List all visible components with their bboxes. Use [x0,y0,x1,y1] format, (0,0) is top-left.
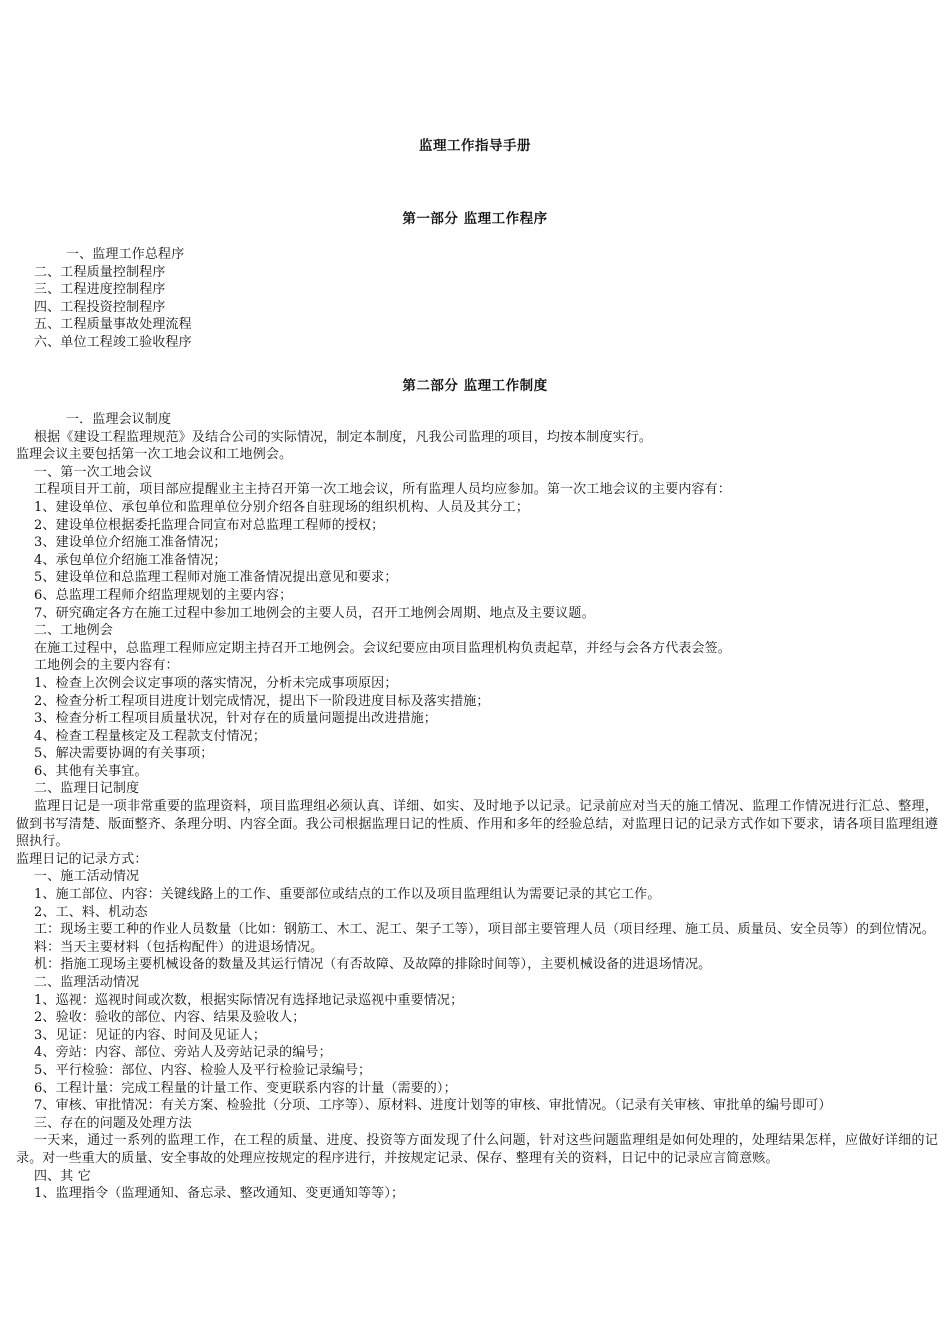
procedure-item: 二、工程质量控制程序 [34,264,166,280]
list-item: 1、监理指令（监理通知、备忘录、整改通知、变更通知等等）； [34,1186,405,1202]
list-item: 1、检查上次例会议定事项的落实情况，分析未完成事项原因； [34,675,398,691]
paragraph: 监理日记的记录方式： [16,851,148,867]
list-item: 4、检查工程量核定及工程款支付情况； [34,728,266,744]
section-heading: 二、监理日记制度 [34,781,140,797]
paragraph: 在施工过程中，总监理工程师应定期主持召开工地例会。会议纪要应由项目监理机构负责起草，并经与会各方代表会签。 [34,640,731,656]
list-item: 3、建设单位介绍施工准备情况； [34,535,227,551]
list-item: 6、工程计量：完成工程量的计量工作、变更联系内容的计量（需要的）； [34,1080,457,1096]
list-item: 3、检查分析工程项目质量状况，针对存在的质量问题提出改进措施； [34,711,437,727]
subsection-heading: 四、其 它 [34,1168,91,1184]
procedure-item: 一、监理工作总程序 [66,247,185,262]
subsection-heading: 一、第一次工地会议 [34,464,153,480]
paragraph: 料：当天主要材料（包括构配件）的进退场情况。 [34,939,324,955]
paragraph: 工程项目开工前，项目部应提醒业主主持召开第一次工地会议，所有监理人员均应参加。第一次工地会议的主要内容有： [34,482,731,498]
subsection-heading: 三、存在的问题及处理方法 [34,1115,192,1131]
subsection-heading: 二、工地例会 [34,623,113,639]
list-item: 1、巡视：巡视时间或次数，根据实际情况有选择地记录巡视中重要情况； [34,992,464,1008]
paragraph: 监理日记是一项非常重要的监理资料，项目监理组必须认真、详细、如实、及时地予以记录。记录前应对当天的施工情况、监理工作情况进行汇总、整理，做到书写清楚、版面整齐、条理分明、内容全面。我公司根据监理日记的性质、作用和多年的经验总结，对监理日记的记录方式作如下要求，请各项目监理组遵照执行。 [16,799,938,850]
part2-heading: 第二部分 监理工作制度 [402,378,548,394]
subsection-heading: 一、施工活动情况 [34,869,140,885]
document-title: 监理工作指导手册 [419,138,531,154]
procedure-item: 五、工程质量事故处理流程 [34,317,192,333]
subsection-heading: 二、监理活动情况 [34,975,140,990]
paragraph: 机：指施工现场主要机械设备的数量及其运行情况（有否故障、及故障的排除时间等），主要机械设备的进退场情况。 [34,957,712,973]
list-item: 1、建设单位、承包单位和监理单位分别介绍各自驻现场的组织机构、人员及其分工； [34,499,529,515]
list-item: 5、建设单位和总监理工程师对施工准备情况提出意见和要求； [34,570,398,586]
list-item: 5、解决需要协调的有关事项； [34,746,214,762]
list-item: 2、工、料、机动态 [34,904,148,920]
paragraph: 监理会议主要包括第一次工地会议和工地例会。 [16,447,293,463]
paragraph: 根据《建设工程监理规范》及结合公司的实际情况，制定本制度，凡我公司监理的项目，均按本制度实行。 [34,429,653,445]
part2-body [16,411,938,1203]
list-item: 4、旁站：内容、部位、旁站人及旁站记录的编号； [34,1045,332,1061]
list-item: 2、检查分析工程项目进度计划完成情况，提出下一阶段进度目标及落实措施； [34,693,490,709]
paragraph: 一天来，通过一系列的监理工作，在工程的质量、进度、投资等方面发现了什么问题，针对这些问题监理组是如何处理的，处理结果怎样，应做好详细的记录。对一些重大的质量、安全事故的处理应按规定的程序进行，并按规定记录、保存、整理有关的资料，日记中的记录应言简意赅。 [16,1133,938,1166]
list-item: 6、总监理工程师介绍监理规划的主要内容； [34,587,293,603]
list-item: 5、平行检验：部位、内容、检验人及平行检验记录编号； [34,1062,372,1078]
list-item: 1、施工部位、内容：关键线路上的工作、重要部位或结点的工作以及项目监理组认为需要记录的其它工作。 [34,887,661,903]
paragraph: 工地例会的主要内容有： [34,658,179,674]
procedure-item: 四、工程投资控制程序 [34,299,166,315]
list-item: 7、研究确定各方在施工过程中参加工地例会的主要人员，召开工地例会周期、地点及主要议题。 [34,605,595,621]
part1-procedure-list [16,246,938,352]
procedure-item: 六、单位工程竣工验收程序 [34,334,192,350]
part1-heading: 第一部分 监理工作程序 [402,211,548,227]
procedure-item: 三、工程进度控制程序 [34,282,166,298]
list-item: 2、建设单位根据委托监理合同宣布对总监理工程师的授权； [34,517,385,533]
section-heading: 一．监理会议制度 [66,412,172,427]
list-item: 6、其他有关事宜。 [34,763,148,779]
list-item: 4、承包单位介绍施工准备情况； [34,552,227,568]
list-item: 7、审核、审批情况：有关方案、检验批（分项、工序等）、原材料、进度计划等的审核、审批情况。（记录有关审核、审批单的编号即可） [34,1098,832,1114]
list-item: 2、验收：验收的部位、内容、结果及验收人； [34,1010,306,1026]
list-item: 3、见证：见证的内容、时间及见证人； [34,1027,266,1043]
paragraph: 工：现场主要工种的作业人员数量（比如：钢筋工、木工、泥工、架子工等），项目部主要管理人员（项目经理、施工员、质量员、安全员等）的到位情况。 [34,922,935,938]
